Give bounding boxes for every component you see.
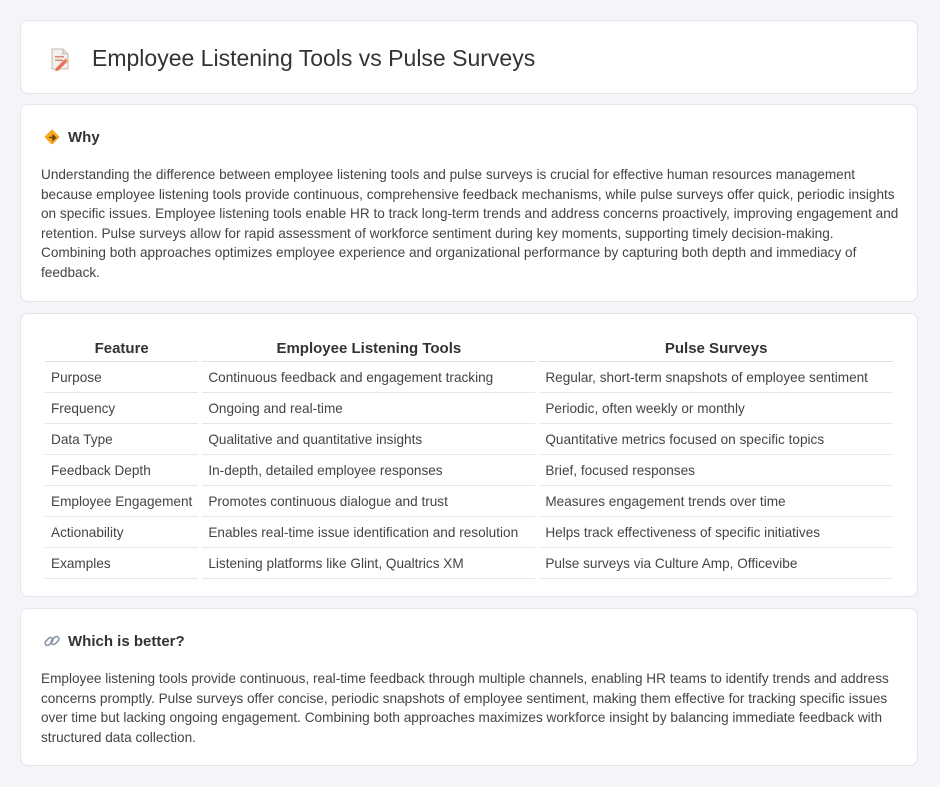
- table-cell: Qualitative and quantitative insights: [202, 424, 535, 455]
- table-cell: Data Type: [45, 424, 198, 455]
- column-header-listening-tools: Employee Listening Tools: [202, 333, 535, 362]
- table-cell: Enables real-time issue identification and resolution: [202, 517, 535, 548]
- comparison-table-section: [20, 313, 918, 597]
- table-cell: Purpose: [45, 362, 198, 393]
- table-cell: Brief, focused responses: [539, 455, 893, 486]
- comparison-table: [41, 333, 897, 579]
- table-cell: Quantitative metrics focused on specific topics: [539, 424, 893, 455]
- table-cell: Examples: [45, 548, 198, 579]
- column-header-feature: Feature: [45, 333, 198, 362]
- why-text: Understanding the difference between employee listening tools and pulse surveys is crucial for effective human resources management because employee listening tools provide continuous, comprehensive feedback mechanisms, while pulse surveys offer quick, periodic insights on specific issues. Employee listening tools enable HR to track long-term trends and address concerns proactively, improving engagement and retention. Pulse surveys allow for rapid assessment of workforce sentiment during key moments, supporting timely decision-making. Combining both approaches optimizes employee experience and organizational performance by capturing both depth and immediacy of feedback.: [41, 167, 899, 280]
- table-row: [45, 486, 893, 517]
- table-cell: Ongoing and real-time: [202, 393, 535, 424]
- table-cell: Feedback Depth: [45, 455, 198, 486]
- better-heading-row: [43, 630, 185, 652]
- table-header-row: [45, 333, 893, 362]
- document-pencil-icon: [49, 47, 71, 71]
- table-cell: Employee Engagement: [45, 486, 198, 517]
- table-cell: Frequency: [45, 393, 198, 424]
- table-row: [45, 424, 893, 455]
- title-card: [20, 20, 918, 94]
- table-cell: Measures engagement trends over time: [539, 486, 893, 517]
- page-title: Employee Listening Tools vs Pulse Surveys: [92, 45, 536, 71]
- table-cell: Periodic, often weekly or monthly: [539, 393, 893, 424]
- table-row: [45, 517, 893, 548]
- why-heading: Why: [68, 128, 100, 146]
- table-cell: Helps track effectiveness of specific initiatives: [539, 517, 893, 548]
- diamond-sign-icon: [43, 128, 61, 146]
- which-is-better-section: [20, 608, 918, 766]
- table-cell: Actionability: [45, 517, 198, 548]
- table-cell: Regular, short-term snapshots of employee sentiment: [539, 362, 893, 393]
- table-cell: Listening platforms like Glint, Qualtrics XM: [202, 548, 535, 579]
- link-icon: [43, 632, 61, 650]
- table-row: [45, 362, 893, 393]
- table-cell: Pulse surveys via Culture Amp, Officevibe: [539, 548, 893, 579]
- why-section: [20, 104, 918, 302]
- table-cell: Continuous feedback and engagement tracking: [202, 362, 535, 393]
- better-text: Employee listening tools provide continuous, real-time feedback through multiple channels, enabling HR teams to identify trends and address concerns promptly. Pulse surveys offer concise, periodic snapshots of employee sentiment, making them effective for tracking specific issues over time but lacking ongoing engagement. Combining both approaches maximizes workforce insight by balancing immediate feedback with structured data collection.: [41, 671, 889, 745]
- table-row: [45, 393, 893, 424]
- table-row: [45, 548, 893, 579]
- table-row: [45, 455, 893, 486]
- why-heading-row: [43, 126, 100, 148]
- table-cell: Promotes continuous dialogue and trust: [202, 486, 535, 517]
- column-header-pulse-surveys: Pulse Surveys: [539, 333, 893, 362]
- better-heading: Which is better?: [68, 632, 185, 650]
- table-cell: In-depth, detailed employee responses: [202, 455, 535, 486]
